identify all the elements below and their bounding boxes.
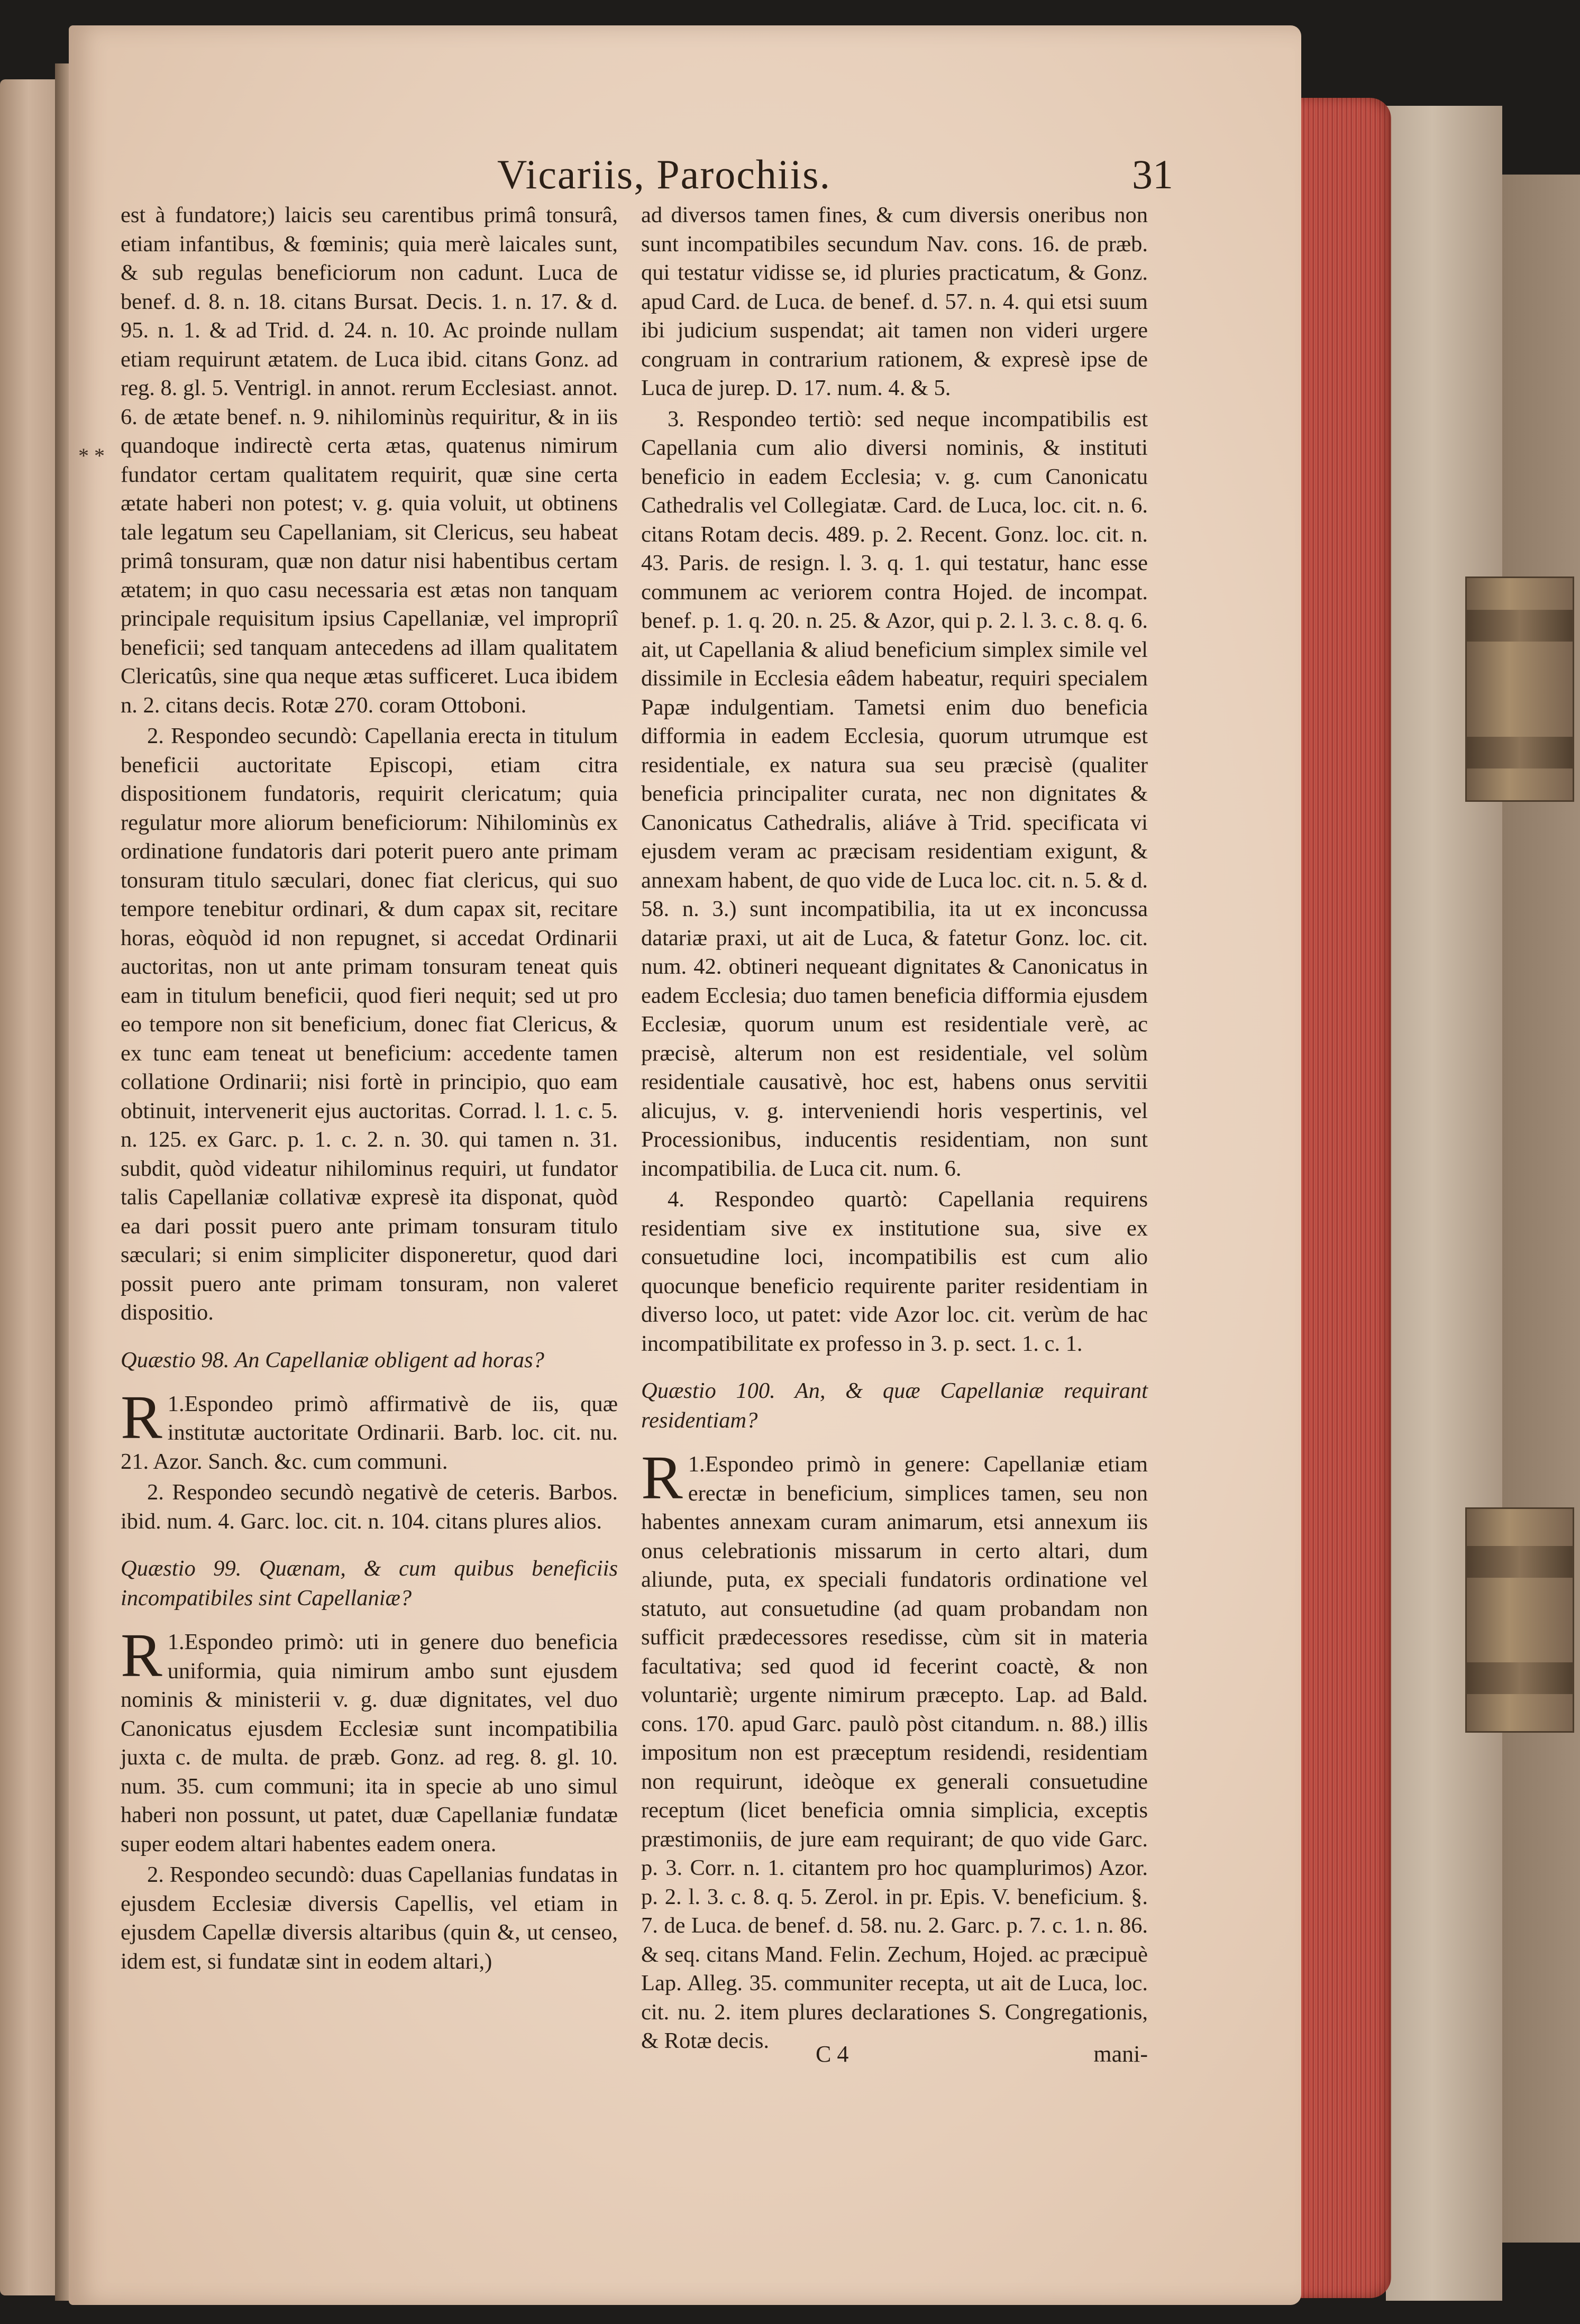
paragraph: 1. R Espondeo primò in genere: Capellaniæ etiam erectæ in beneficium, simplices tamen, seu non habentes annexam curam animarum, etsi annexum iis onus celebrationis missarum in certo altari, dum aliunde, puta, ex speciali fundatoris ordinatione vel statuto, aut consuetudine (ad quam probandam non sufficit prædecessores resedisse, cùm sit in materia facultativa; sed quod id fecerint coactè, & non voluntariè; urgente nimirum præcepto. Lap. ad Bald. cons. 170. apud Garc. paulò pòst citandum. n. 88.) illis impositum non est præceptum residendi, residentiam non requirunt, ideòque ex generali consuetudine receptum (licet beneficia omnia simplicia, exceptis præstimoniis, de jure eam requirant; de quo vide Garc. p. 3. Corr. n. 1. citantem pro hoc quamplurimos) Azor. p. 2. l. 3. c. 8. q. 5. Zerol. in pr. Epis. V. beneficium. §. 7. de Luca. de benef. d. 58. nu. 2. Garc. p. 7. c. 1. n. 86. & seq. citans Mand. Felin. Zechum, Hojed. ac præcipuè Lap. Alleg. 35. communiter recepta, ut ait de Luca, loc. cit. nu. 2. item plures declarationes S. Congregationis, & Rotæ decis. (641, 1443, 1148, 2053)
running-head (116, 151, 1227, 204)
page-footer (641, 2041, 1148, 2072)
paragraph: 4. Respondeo quartò: Capellania requirens residentiam sive ex institutione sua, sive ex consuetudine loci, incompatibilis est cum alio quocunque beneficio requirente pariter residentiam in diverso loco, ut patet: vide Azor loc. cit. verùm de hac incompatibilitate ex professo in 3. p. sect. 1. c. 1. (641, 1187, 1148, 1356)
book-cover (1386, 106, 1502, 2301)
left-column (121, 201, 618, 1978)
signature-mark: C 4 (816, 2041, 849, 2067)
paragraph-number: 1. (688, 1452, 705, 1477)
cover-edge (1502, 175, 1580, 2243)
paragraph-number: 1. (167, 1630, 185, 1654)
question-heading: Quæstio 98. An Capellaniæ obligent ad horas? (121, 1347, 544, 1373)
page-number: 31 (1132, 151, 1173, 197)
clasp-upper (1465, 577, 1574, 802)
paragraph: 2. Respondeo secundò: duas Capellanias fundatas in ejusdem Ecclesiæ diversis Capellis, vel etiam in ejusdem Capellæ diversis altaribus (quin &, ut censeo, idem est, si fundatæ sint in eodem altari,) (121, 1862, 618, 1974)
paragraph: 3. Respondeo tertiò: sed neque incompatibilis est Capellania cum alio diversi nominis, & instituti beneficio in eadem Ecclesia; v. g. cum Canonicatu Cathedralis vel Collegiatæ. Card. de Luca, loc. cit. n. 6. citans Rotam decis. 489. p. 2. Recent. Gonz. loc. cit. n. 43. Paris. de resign. l. 3. q. 1. qui testatur, hanc esse communem ac veriorem contra Hojed. de incompat. benef. p. 1. q. 20. n. 25. & Azor, qui p. 2. l. 3. c. 8. q. 6. ait, ut Capellania & aliud beneficium simplex simile vel dissimile in Ecclesia eâdem habeatur, requiri specialem Papæ indulgentiam. Tametsi enim duo beneficia difformia in eadem Ecclesia, quorum utrumque est residentiale, ex natura sua seu præcisè (qualiter beneficia principaliter curata, nec non dignitates & Canonicatus Cathedralis, aliáve à Trid. specificata vi ejusdem veram ac præcisam residentiam exigunt, & annexam habent, de quo vide de Luca loc. cit. n. 5. & d. 58. n. 3.) sunt incompatibilia, ita ut ex inconcussa datariæ praxi, ut ait de Luca, & fatetur Gonz. loc. cit. num. 42. obtineri nequeant dignitates & Canonicatus in eadem Ecclesia; duo tamen beneficia difformia ejusdem Ecclesiæ, quorum unum est residentiale verè, ac præcisè, alterum non est residentiale, vel solùm residentiale causativè, hoc est, habens onus servitii alicujus, v. g. interveniendi horis vespertinis, vel Processionibus, inducentis residentiam, non sunt incompatibilia. de Luca cit. num. 6. (641, 406, 1148, 1181)
paragraph: 1. R Espondeo primò affirmativè de iis, quæ institutæ auctoritate Ordinarii. Barb. loc. cit. nu. 21. Azor. Sanch. &c. cum communi. (121, 1382, 618, 1474)
paragraph: ad diversos tamen fines, & cum diversis oneribus non sunt incompatibiles secundum Nav. cons. 16. de præb. qui testatur vidisse se, id pluries practicatum, & Gonz. apud Card. de Luca. de benef. d. 57. n. 4. qui etsi suum ibi judicium suspendat; ait tamen non videri urgere congruam in contrarium rationem, & expresè ipse de Luca de jurep. D. 17. num. 4. & 5. (641, 203, 1148, 400)
previous-page-edge (0, 79, 63, 2295)
margin-mark: * * (78, 444, 105, 468)
catchword: mani- (1093, 2041, 1148, 2067)
paragraph: est à fundatore;) laicis seu carentibus primâ tonsurâ, etiam infantibus, & fœminis; quia merè laicales sunt, & sub regulas beneficiorum non cadunt. Luca de benef. d. 8. n. 18. citans Bursat. Decis. 1. n. 17. & d. 95. n. 1. & ad Trid. d. 24. n. 10. Ac proinde nullam etiam requirunt ætatem. de Luca ibid. citans Gonz. ad reg. 8. gl. 5. Ventrigl. in annot. rerum Ecclesiast. annot. 6. de ætate benef. n. 9. nihilominùs requiritur, & in iis quandoque indirectè certa ætas, quatenus nimirum fundator certam qualitatem requirit, quæ sine certa ætate haberi non potest; v. g. quia voluit, ut obtinens tale legatum seu Capellaniam, sit Clericus, seu habeat primâ tonsuram, quæ non datur nisi habentibus certam ætatem; in quo casu necessaria est ætas non tanquam principale requisitum ipsius Capellaniæ, vel impropriî beneficii; sed tanquam antecedens ad illam qualitatem Clericatûs, sine qua neque ætas sufficeret. Luca ibidem n. 2. citans decis. Rotæ 270. coram Ottoboni. (121, 203, 618, 718)
question-heading: Quæstio 100. An, & quæ Capellaniæ requirant residentiam? (641, 1378, 1148, 1433)
paragraph: 2. Respondeo secundò negativè de ceteris. Barbos. ibid. num. 4. Garc. loc. cit. n. 104. citans plures alios. (121, 1480, 618, 1534)
paragraph: 2. Respondeo secundò: Capellania erecta in titulum beneficii auctoritate Episcopi, etiam citra dispositionem fundatoris, requirit clericatum; quia regulatur more aliorum beneficiorum: Nihilominùs ex ordinatione fundatoris dari poterit puero ante primam tonsuram titulo sæculari, donec fiat clericus, qui suo tempore tenebitur ordinari, & dum capax sit, recitare horas, eòquòd id non repugnet, si accedat Ordinarii auctoritas, non ut ante primam tonsuram teneat quis eam in titulum beneficii, quod fieri nequit; sed ut pro eo tempore non sit beneficium, donec fiat Clericus, & ex tunc eam teneat ut beneficium: accedente tamen collatione Ordinarii; nisi fortè in principio, quo eam obtinuit, intervenerit ejus auctoritas. Corrad. l. 1. c. 5. n. 125. ex Garc. p. 1. c. 2. n. 30. qui tamen n. 31. subdit, quòd videatur nihilominus requiri, ut fundator talis Capellaniæ collativæ expresè ita disponat, quòd ea dari possit puero ante primam tonsuram titulo sæculari; si enim simpliciter disponeretur, quod dari possit puero ante primam tonsuram, non valeret dispositio. (121, 724, 618, 1325)
drop-cap: R (121, 1382, 162, 1452)
right-column (641, 201, 1148, 2058)
paragraph-number: 1. (167, 1391, 185, 1416)
paragraph: 1. R Espondeo primò: uti in genere duo beneficia uniformia, quia nimirum ambo sunt ejusdem nominis & ministerii v. g. duæ dignitates, vel duo Canonicatus ejusdem Ecclesiæ sunt incompatibilia juxta c. de multa. de præb. Gonz. ad reg. 8. gl. 10. num. 35. cum communi; ita in specie ab uno simul haberi non possunt, ut patet, duæ Capellaniæ fundatæ super eodem altari habentes eadem onera. (121, 1621, 618, 1856)
drop-cap: R (121, 1621, 162, 1690)
running-head-title: Vicariis, Parochiis. (497, 151, 832, 197)
clasp-lower (1465, 1507, 1574, 1733)
drop-cap: R (641, 1443, 683, 1512)
question-heading: Quæstio 99. Quænam, & cum quibus beneficiis incompatibiles sint Capellaniæ? (121, 1556, 618, 1611)
